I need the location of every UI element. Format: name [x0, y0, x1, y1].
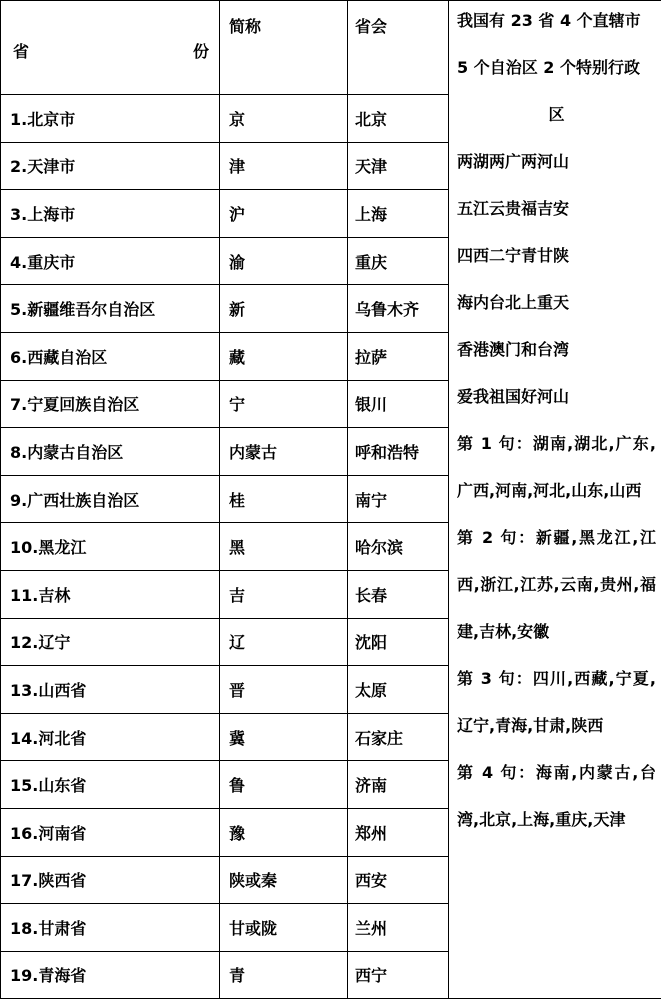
intro-line-3: 区 — [548, 105, 565, 124]
province-capital: 石家庄 — [348, 713, 449, 761]
header-province — [1, 1, 220, 95]
header-row — [1, 1, 661, 95]
mnemonic-panel — [449, 1, 661, 999]
sentence-2: 第 2 句：新疆,黑龙江,江西,浙江,江苏,云南,贵州,福建,吉林,安徽 — [457, 528, 656, 641]
province-abbr: 陕或秦 — [220, 856, 348, 904]
poem-line: 两湖两广两河山 — [457, 152, 570, 171]
intro-line-2: 5 个自治区 2 个特别行政 — [457, 58, 640, 77]
province-capital: 天津 — [348, 142, 449, 190]
province-capital: 重庆 — [348, 237, 449, 285]
sentence-3: 第 3 句：四川,西藏,宁夏,辽宁,青海,甘肃,陕西 — [457, 669, 656, 735]
province-capital: 兰州 — [348, 904, 449, 952]
sentence-1: 第 1 句：湖南,湖北,广东,广西,河南,河北,山东,山西 — [457, 434, 656, 500]
poem-line: 四西二宁青甘陕 — [457, 246, 570, 265]
province-capital: 沈阳 — [348, 618, 449, 666]
province-name: 1.北京市 — [1, 95, 220, 143]
province-capital: 乌鲁木齐 — [348, 285, 449, 333]
province-name: 13.山西省 — [1, 666, 220, 714]
province-capital: 南宁 — [348, 475, 449, 523]
province-abbr: 新 — [220, 285, 348, 333]
province-abbr: 内蒙古 — [220, 428, 348, 476]
province-abbr: 晋 — [220, 666, 348, 714]
province-abbr: 黑 — [220, 523, 348, 571]
province-name: 16.河南省 — [1, 808, 220, 856]
province-abbr: 沪 — [220, 190, 348, 238]
sentence-4: 第 4 句：海南,内蒙古,台湾,北京,上海,重庆,天津 — [457, 763, 656, 829]
province-name: 6.西藏自治区 — [1, 332, 220, 380]
province-abbr: 桂 — [220, 475, 348, 523]
province-capital: 北京 — [348, 95, 449, 143]
poem-line: 香港澳门和台湾 — [457, 340, 570, 359]
province-name: 9.广西壮族自治区 — [1, 475, 220, 523]
province-abbr: 津 — [220, 142, 348, 190]
province-name: 15.山东省 — [1, 761, 220, 809]
province-name: 19.青海省 — [1, 951, 220, 999]
poem-line: 五江云贵福吉安 — [457, 199, 570, 218]
province-capital: 呼和浩特 — [348, 428, 449, 476]
province-name: 4.重庆市 — [1, 237, 220, 285]
province-capital: 西安 — [348, 856, 449, 904]
poem-line: 海内台北上重天 — [457, 293, 570, 312]
header-province-left: 省 — [13, 42, 30, 61]
province-abbr: 甘或陇 — [220, 904, 348, 952]
header-province-right: 份 — [192, 42, 209, 61]
province-name: 12.辽宁 — [1, 618, 220, 666]
province-name: 17.陕西省 — [1, 856, 220, 904]
province-abbr: 吉 — [220, 570, 348, 618]
province-abbr: 青 — [220, 951, 348, 999]
province-capital: 银川 — [348, 380, 449, 428]
province-capital: 哈尔滨 — [348, 523, 449, 571]
province-name: 10.黑龙江 — [1, 523, 220, 571]
poem-line: 爱我祖国好河山 — [457, 387, 570, 406]
province-name: 8.内蒙古自治区 — [1, 428, 220, 476]
province-abbr: 藏 — [220, 332, 348, 380]
province-capital: 郑州 — [348, 808, 449, 856]
province-capital: 上海 — [348, 190, 449, 238]
province-name: 3.上海市 — [1, 190, 220, 238]
province-name: 11.吉林 — [1, 570, 220, 618]
header-capital: 省会 — [348, 1, 449, 95]
province-capital: 西宁 — [348, 951, 449, 999]
province-abbr: 冀 — [220, 713, 348, 761]
province-abbr: 豫 — [220, 808, 348, 856]
province-abbr: 鲁 — [220, 761, 348, 809]
province-abbr: 辽 — [220, 618, 348, 666]
province-capital: 济南 — [348, 761, 449, 809]
header-abbr: 简称 — [220, 1, 348, 95]
province-name: 2.天津市 — [1, 142, 220, 190]
province-capital: 太原 — [348, 666, 449, 714]
intro-line-1: 我国有 23 省 4 个直辖市 — [457, 11, 641, 30]
province-name: 5.新疆维吾尔自治区 — [1, 285, 220, 333]
province-abbr: 京 — [220, 95, 348, 143]
province-capital: 拉萨 — [348, 332, 449, 380]
province-capital: 长春 — [348, 570, 449, 618]
province-abbr: 渝 — [220, 237, 348, 285]
province-abbr: 宁 — [220, 380, 348, 428]
province-name: 14.河北省 — [1, 713, 220, 761]
province-name: 7.宁夏回族自治区 — [1, 380, 220, 428]
province-name: 18.甘肃省 — [1, 904, 220, 952]
